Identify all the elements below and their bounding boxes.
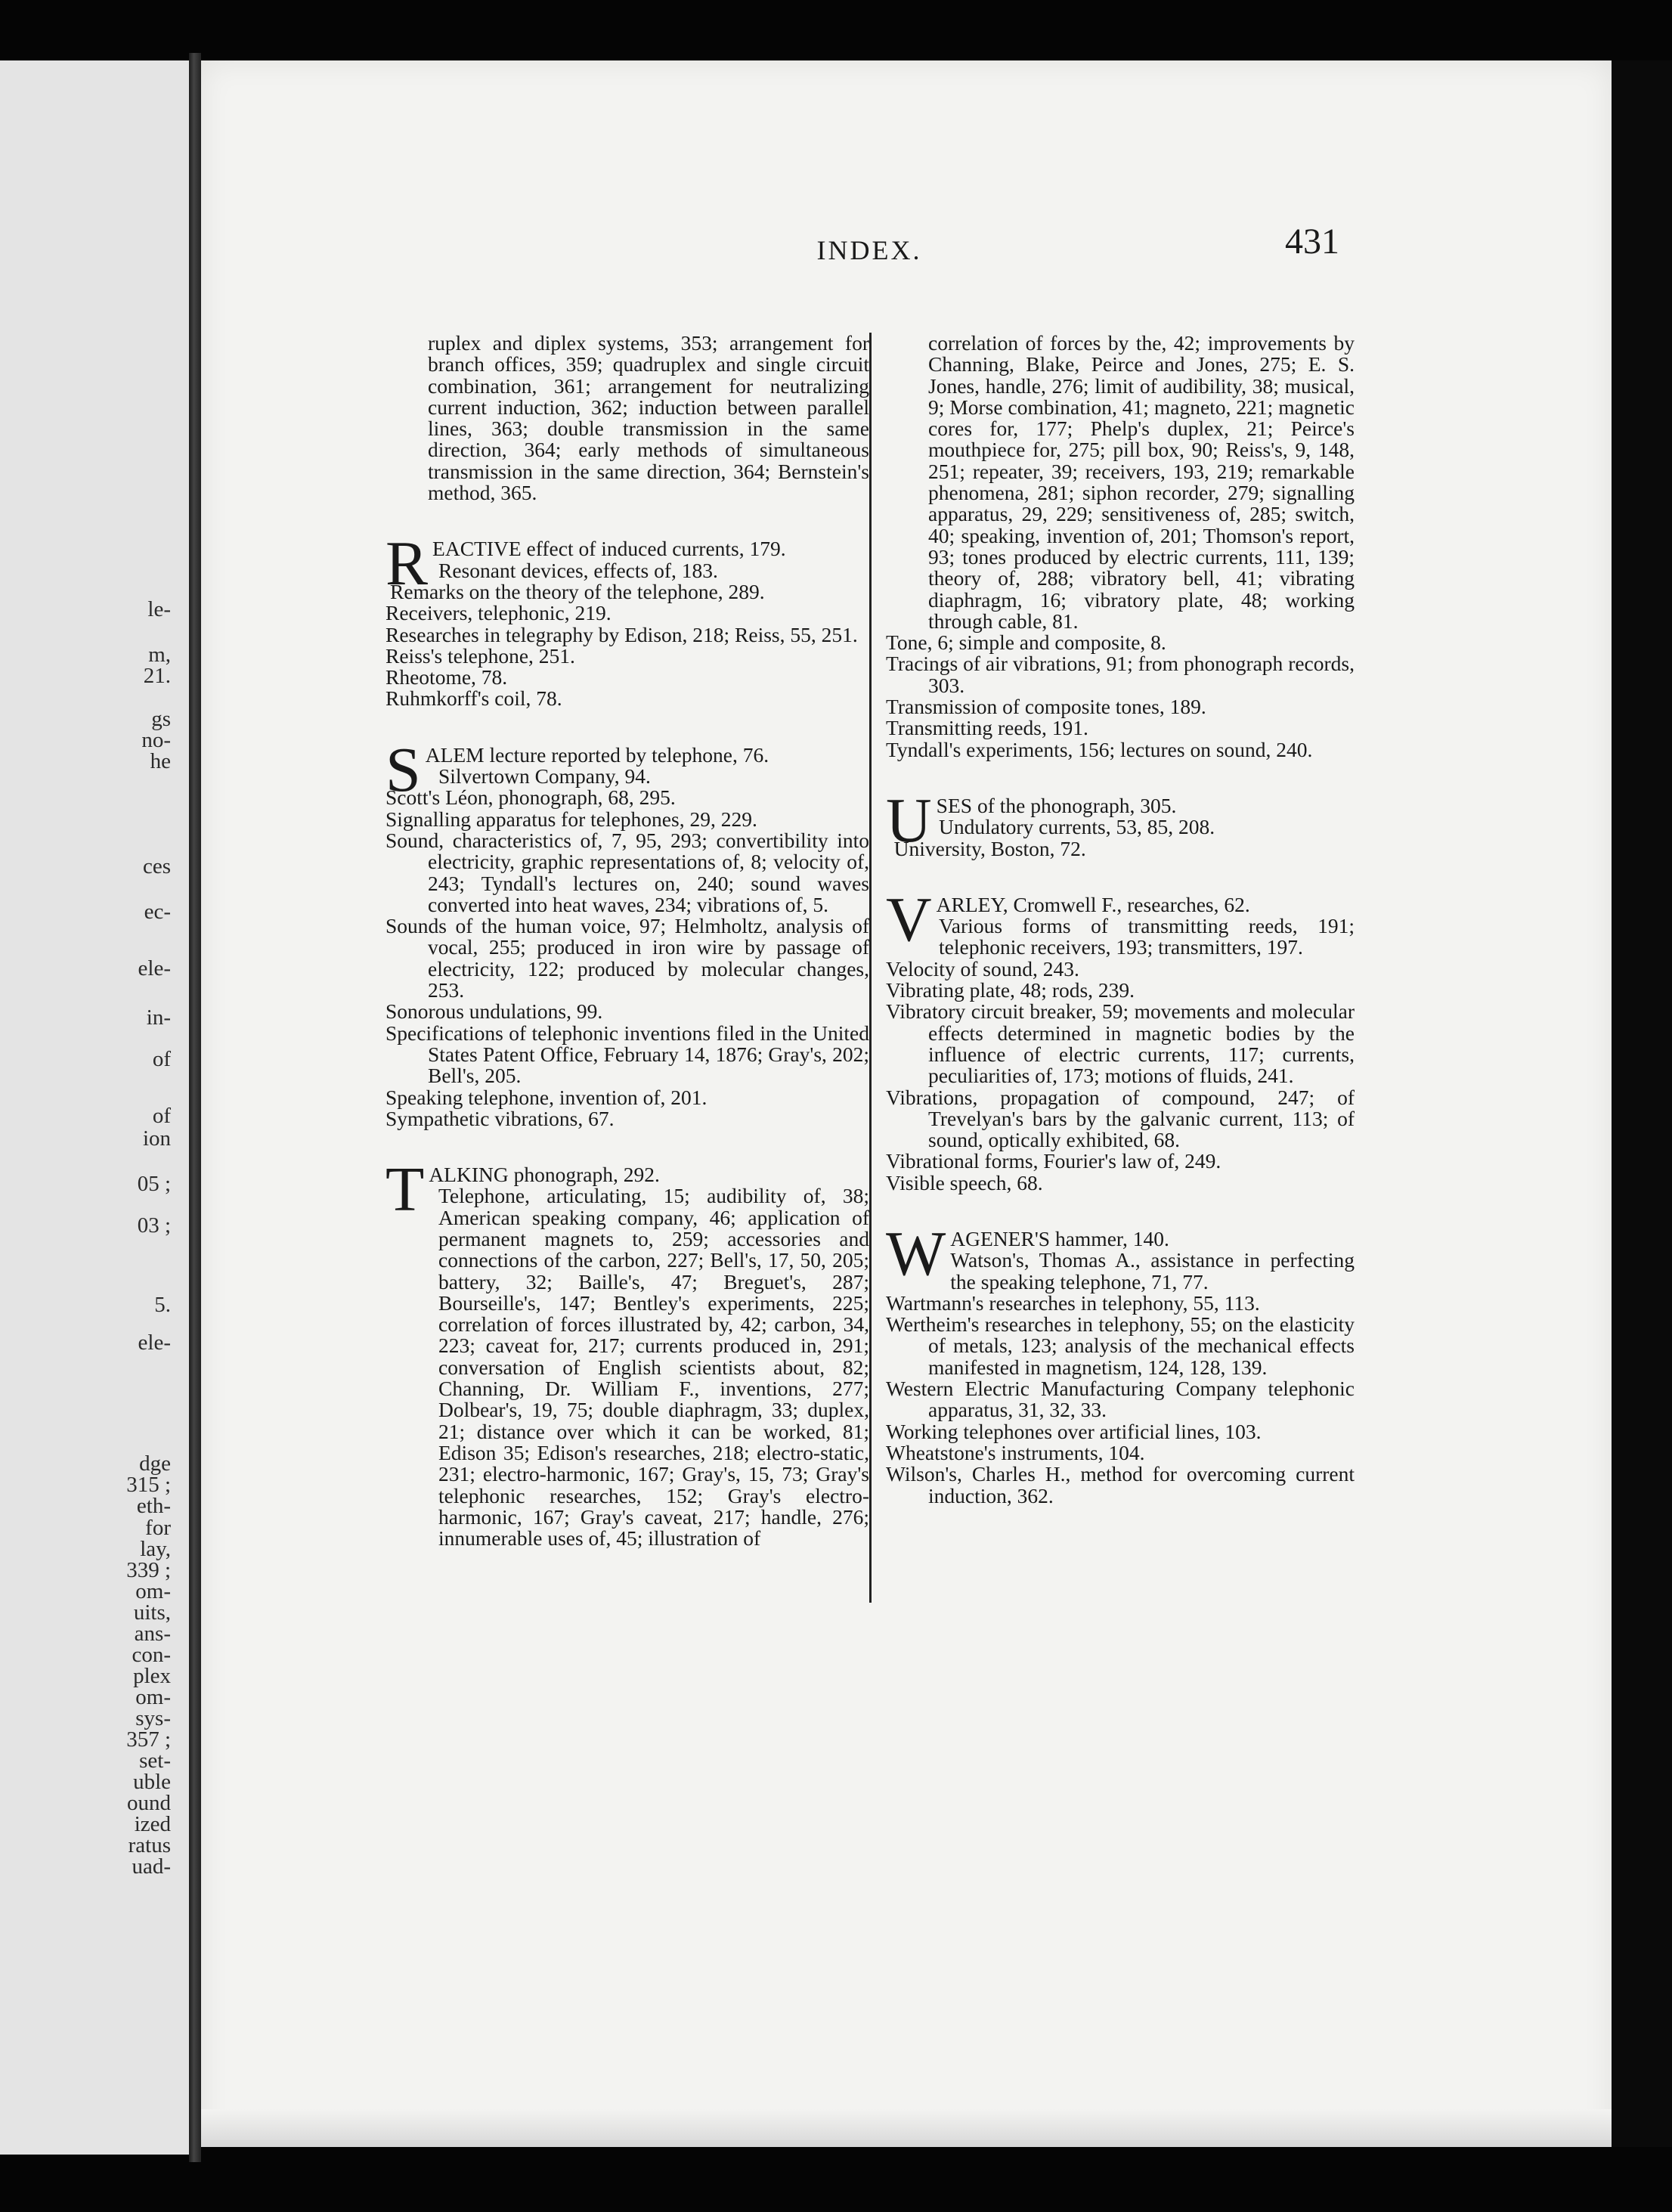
facing-page-fragment: ion: [142, 1126, 171, 1151]
index-entry: Wertheim's researches in telephony, 55; on the elasticity of metals, 123; analysis of the mechanical effects manifested in magnetism, 124, 128, 139.: [886, 1312, 1355, 1379]
index-entry: Various forms of transmitting reeds, 191; telephonic receivers, 193; transmitters, 197.: [939, 914, 1355, 959]
index-entry: Sympathetic vibrations, 67.: [385, 1106, 615, 1130]
facing-page-fragment: ound: [127, 1791, 171, 1815]
page-outer-edge: [1612, 60, 1672, 2147]
index-entry: Vibrating plate, 48; rods, 239.: [886, 978, 1135, 1002]
index-entry: Vibrations, propagation of compound, 247; of Trevelyan's bars by the galvanic current, 113; of sound, optically exhibited, 68.: [886, 1085, 1355, 1152]
facing-page-fragment: sys-: [135, 1706, 171, 1730]
index-letter-section: [385, 1154, 869, 1551]
entry-lead-word: ALKING: [429, 1163, 509, 1187]
index-entry: Tone, 6; simple and composite, 8.: [886, 630, 1166, 655]
facing-page-fragment: dge: [139, 1451, 171, 1476]
index-entry: Visible speech, 68.: [886, 1170, 1043, 1194]
index-entry: Wheatstone's instruments, 104.: [886, 1440, 1145, 1464]
index-entry: Ruhmkorff's coil, 78.: [385, 686, 562, 711]
index-entry: Sounds of the human voice, 97; Helmholtz, analysis of vocal, 255; produced in iron wire by passage of electricity, 122; produced by molecular changes, 253.: [385, 914, 869, 1002]
index-entry: University, Boston, 72.: [893, 836, 1086, 860]
index-entry-continued: correlation of forces by the, 42; improvements by Channing, Blake, Peirce and Jones, 275; E. S. Jones, handle, 276; limit of audibility, 38; musical, 9; Morse combination, 41; magneto, 221; magnetic cores for, 177; Phelp's duplex, 21; Peirce's mouthpiece for, 275; pill box, 90; Reiss's, 9, 148, 251; repeater, 39; receivers, 193, 219; remarkable phenomena, 281; siphon recorder, 279; signalling apparatus, 29, 229; sensitiveness of, 285; switch, 40; speaking, invention of, 201; Thomson's report, 93; tones produced by electric currents, 111, 139; theory of, 288; vibratory bell, 41; vibrating diaphragm, 16; vibratory plate, 48; working through cable, 81.: [928, 331, 1355, 633]
entry-text: lecture reported by telephone, 76.: [484, 742, 769, 767]
index-entry: Sonorous undulations, 99.: [385, 999, 603, 1024]
index-entry-lead: [385, 1154, 869, 1225]
entry-text: of the phonograph, 305.: [972, 793, 1177, 817]
facing-page-fragment: 315 ;: [126, 1473, 171, 1497]
index-entry: Vibrational forms, Fourier's law of, 249.: [886, 1149, 1221, 1173]
facing-page-fragment: uad-: [132, 1854, 171, 1879]
index-entry: Speaking telephone, invention of, 201.: [385, 1085, 708, 1109]
entry-lead-word: ALEM: [425, 742, 485, 767]
facing-page-fragment: m,: [148, 643, 171, 667]
column-rule: [869, 333, 872, 1603]
index-entry: Tracings of air vibrations, 91; from phonograph records, 303.: [886, 652, 1355, 697]
section-initial-letter: W: [886, 1218, 946, 1289]
section-initial-letter: R: [385, 528, 429, 599]
index-entry: Remarks on the theory of the telephone, 289.: [390, 579, 765, 603]
facing-page-fragment: uble: [133, 1770, 171, 1794]
facing-page-fragment: ec-: [144, 900, 171, 924]
facing-page-fragment: ele-: [138, 1331, 171, 1355]
facing-page-edge: [0, 60, 189, 2155]
index-entry: Signalling apparatus for telephones, 29, 229.: [385, 807, 757, 831]
index-entry: Transmitting reeds, 191.: [886, 716, 1088, 740]
index-entry: Vibratory circuit breaker, 59; movements and molecular effects determined in magnetic bodies by the influence of electric currents, 117; currents, peculiarities of, 173; motions of fluids, 241.: [886, 999, 1355, 1088]
index-entry: Western Electric Manufacturing Company telephonic apparatus, 31, 32, 33.: [886, 1377, 1355, 1422]
page-bottom-shadow: [201, 2109, 1612, 2147]
facing-page-fragment: he: [150, 749, 171, 773]
index-entry: Watson's, Thomas A., assistance in perfecting the speaking telephone, 71, 77.: [950, 1248, 1355, 1293]
index-letter-section: [886, 785, 1355, 860]
facing-page-fragment: for: [145, 1516, 171, 1540]
index-entry: Receivers, telephonic, 219.: [385, 601, 612, 625]
facing-page-fragment: plex: [133, 1664, 171, 1688]
index-entry: Scott's Léon, phonograph, 68, 295.: [385, 785, 676, 810]
index-entry: Resonant devices, effects of, 183.: [438, 558, 718, 582]
entry-lead-word: ARLEY,: [936, 892, 1008, 916]
index-entry: Rheotome, 78.: [385, 665, 508, 689]
facing-page-fragment: ized: [134, 1812, 171, 1836]
entry-text: effect of induced currents, 179.: [521, 537, 786, 561]
facing-page-fragment: 357 ;: [126, 1727, 171, 1752]
facing-page-fragment: 5.: [154, 1293, 171, 1317]
index-entry: Specifications of telephonic inventions filed in the United States Patent Office, February 14, 1876; Gray's, 202; Bell's, 205.: [385, 1021, 869, 1088]
facing-page-fragment: lay,: [140, 1537, 171, 1561]
facing-page-fragment: no-: [141, 728, 171, 752]
section-initial-letter: V: [886, 884, 932, 955]
facing-page-fragment: om-: [135, 1685, 171, 1709]
facing-page-text-fragments: [0, 60, 181, 2155]
index-entry-continued: ruplex and diplex systems, 353; arrangement for branch offices, 359; quadruplex and single circuit combination, 361; arrangement for neutralizing current induction, 362; induction between parallel lines, 363; double transmission in the same direction, 364; early methods of simultaneous transmission in the same direction, 364; Bernstein's method, 365.: [428, 331, 869, 505]
facing-page-fragment: uits,: [133, 1600, 171, 1625]
facing-page-fragment: 05 ;: [137, 1172, 171, 1196]
facing-page-fragment: 339 ;: [126, 1558, 171, 1582]
entry-text: Cromwell F., researches, 62.: [1008, 892, 1250, 916]
page-number: 431: [1285, 222, 1339, 262]
running-head: INDEX.: [816, 235, 922, 265]
index-column-right: [886, 333, 1355, 1507]
index-entry: Working telephones over artificial lines, 103.: [886, 1419, 1262, 1443]
index-entry: Telephone, articulating, 15; audibility of, 38; American speaking company, 46; application of permanent magnets to, 259; accessories and connections of the carbon, 227; Bell's, 17, 50, 205; battery, 32; Baille's, 47; Breguet's, 287; Bourseille's, 147; Bentley's experiments, 225; correlation of forces illustrated by, 42; carbon, 34, 223; caveat for, 217; currents produced in, 291; conversation of English scientists about, 82; Channing, Dr. William F., inventions, 277; Dolbear's, 19, 75; double diaphragm, 33; duplex, 21; distance over which it can be worked, 81; Edison 35; Edison's researches, 218; electro-static, 231; electro-harmonic, 167; Gray's, 15, 73; Gray's telephonic researches, 152; Gray's electro-harmonic, 167; Gray's caveat, 217; handle, 276; innumerable uses of, 45; illustration of: [438, 1184, 869, 1551]
index-letter-section: [385, 528, 869, 711]
facing-page-fragment: ans-: [134, 1622, 171, 1646]
index-entry: Transmission of composite tones, 189.: [886, 695, 1206, 719]
index-entry: Tyndall's experiments, 156; lectures on sound, 240.: [886, 737, 1313, 761]
facing-page-fragment: gs: [151, 707, 171, 731]
facing-page-fragment: le-: [147, 597, 171, 621]
section-initial-letter: T: [385, 1154, 425, 1225]
entry-lead-word: EACTIVE: [432, 537, 522, 561]
facing-page-fragment: set-: [139, 1749, 171, 1773]
facing-page-fragment: 21.: [143, 664, 171, 688]
index-entry: Wilson's, Charles H., method for overcoming current induction, 362.: [886, 1462, 1355, 1507]
index-letter-section: [886, 884, 1355, 1194]
index-letter-section: [385, 734, 869, 1130]
index-entry: Sound, characteristics of, 7, 95, 293; convertibility into electricity, graphic representations of, 8; velocity of, 243; Tyndall's lectures on, 240; sound waves converted into heat waves, 234; vibrations of, 5.: [385, 828, 869, 916]
entry-text: hammer, 140.: [1050, 1226, 1169, 1250]
facing-page-fragment: om-: [135, 1579, 171, 1603]
book-gutter: [189, 53, 201, 2162]
facing-page-fragment: con-: [132, 1643, 171, 1667]
index-entry: Velocity of sound, 243.: [886, 956, 1079, 981]
entry-text: phonograph, 292.: [508, 1163, 660, 1187]
facing-page-fragment: ces: [142, 854, 171, 878]
section-initial-letter: U: [886, 785, 932, 856]
index-entry: Wartmann's researches in telephony, 55, 113.: [886, 1290, 1260, 1315]
index-letter-section: [886, 1218, 1355, 1507]
entry-lead-word: AGENER'S: [950, 1226, 1051, 1250]
facing-page-fragment: ratus: [128, 1833, 171, 1857]
index-entry: Reiss's telephone, 251.: [385, 643, 575, 668]
facing-page-fragment: of: [152, 1047, 171, 1071]
facing-page-fragment: 03 ;: [137, 1213, 171, 1238]
facing-page-fragment: in-: [146, 1005, 171, 1030]
facing-page-fragment: eth-: [136, 1494, 171, 1518]
facing-page-fragment: of: [152, 1104, 171, 1128]
index-column-left: [385, 333, 869, 1549]
index-entry: Undulatory currents, 53, 85, 208.: [939, 815, 1215, 839]
section-initial-letter: S: [385, 734, 421, 805]
index-entry: Researches in telegraphy by Edison, 218; Reiss, 55, 251.: [385, 622, 858, 646]
index-entry: Silvertown Company, 94.: [438, 764, 651, 788]
entry-lead-word: SES: [936, 793, 973, 817]
facing-page-fragment: ele-: [138, 956, 171, 981]
